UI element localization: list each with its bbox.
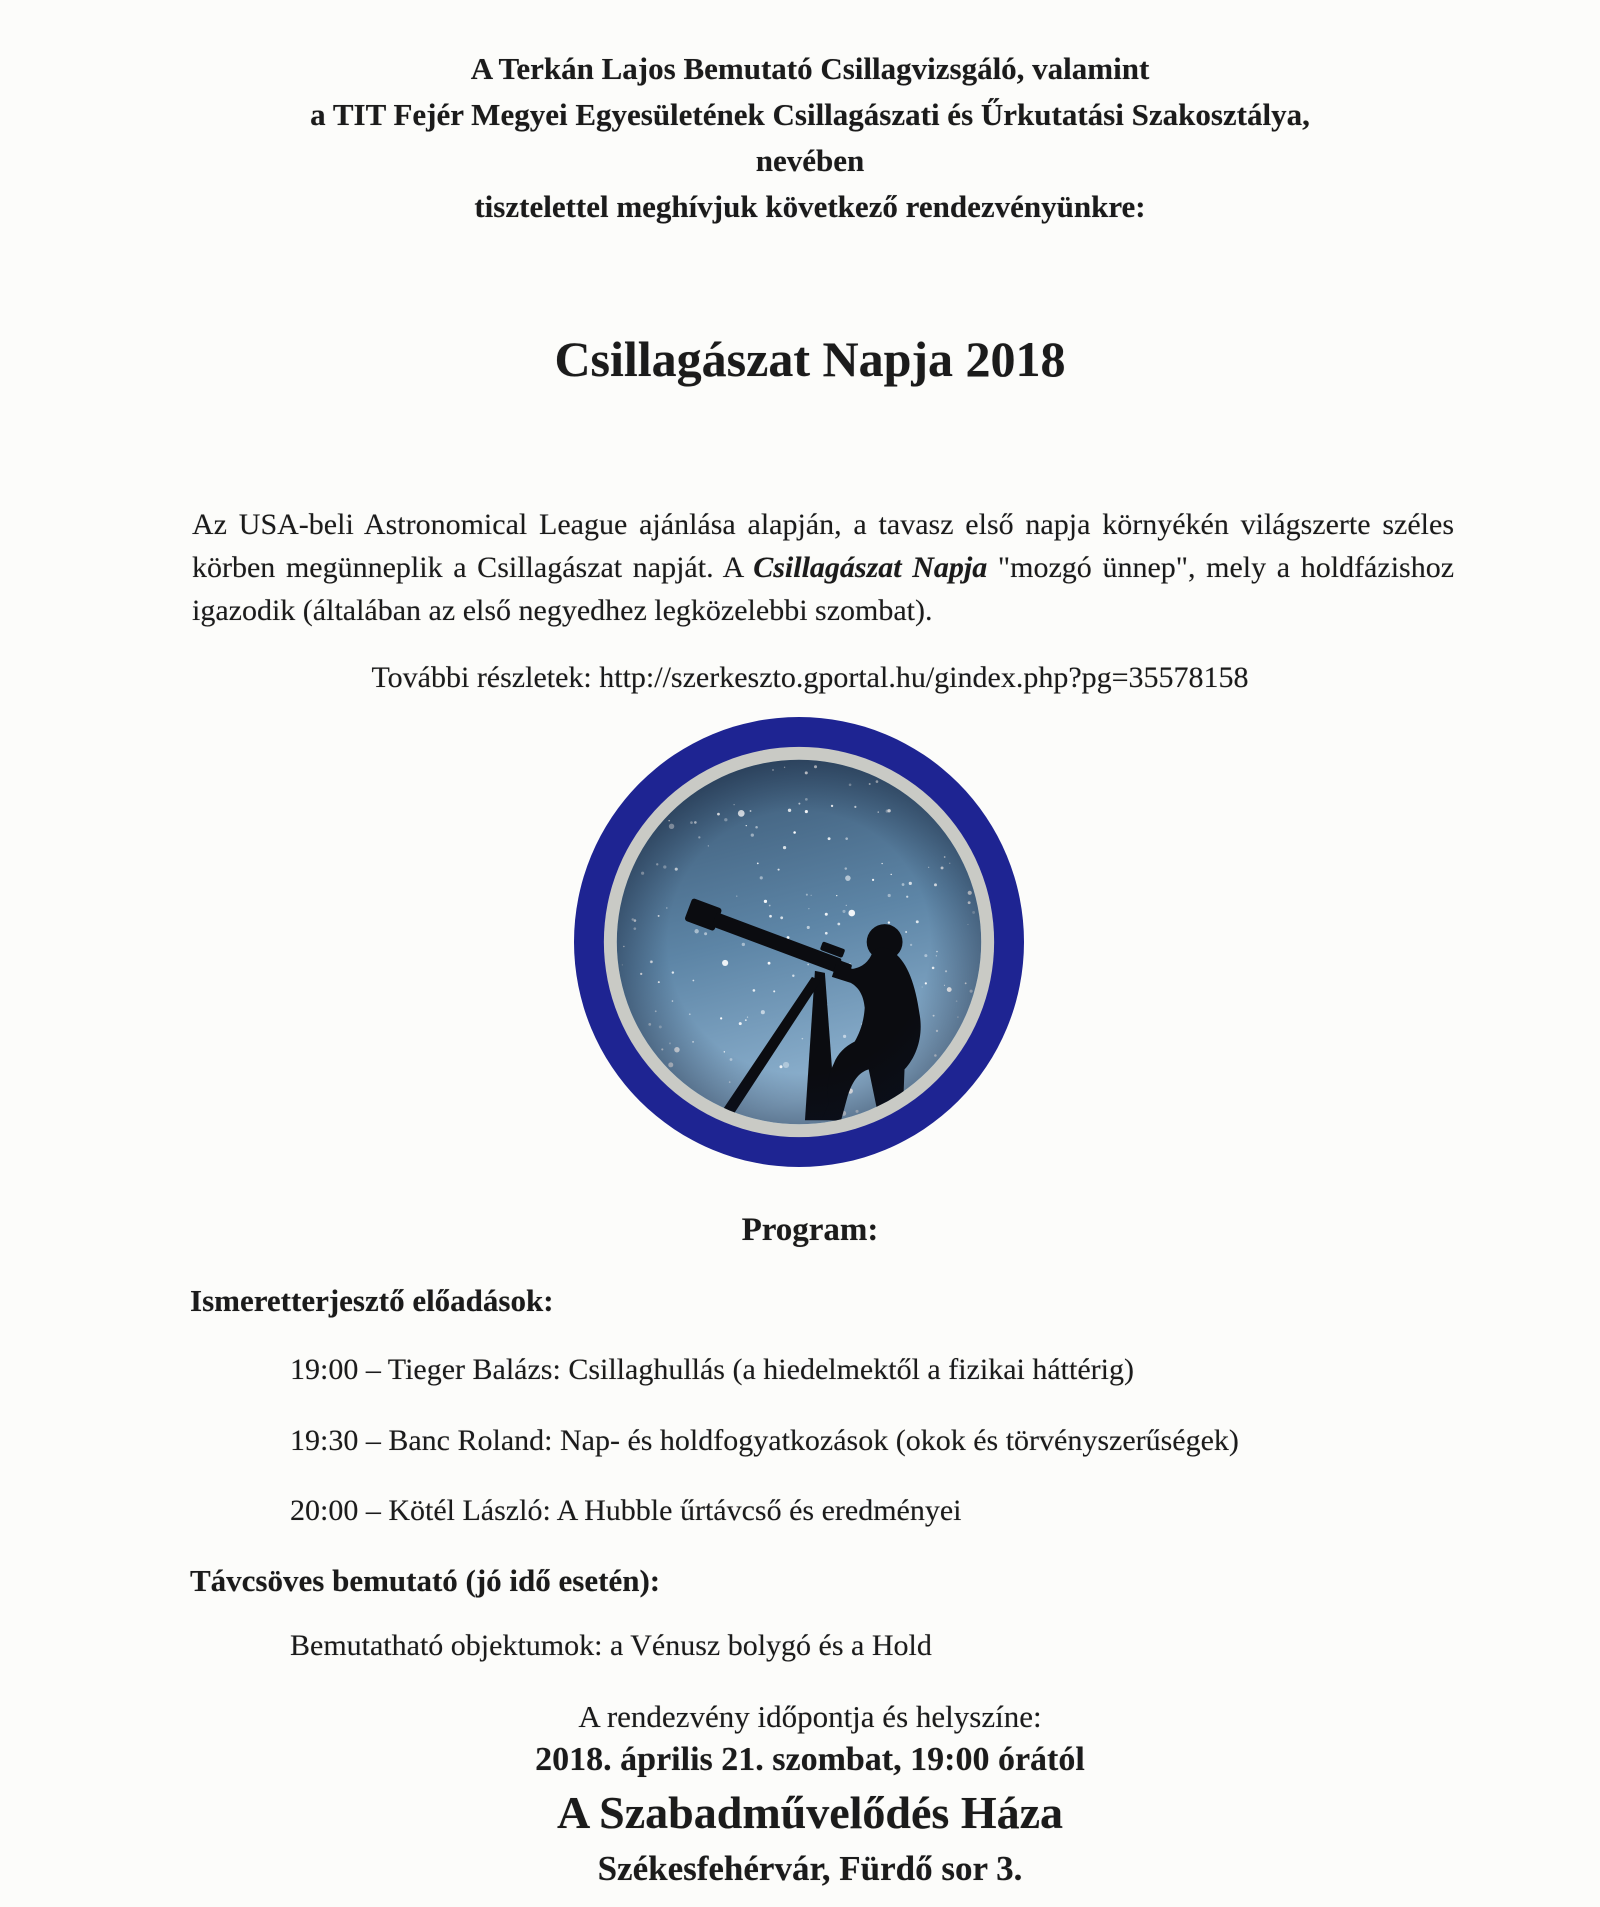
program-item-1900: 19:00 – Tieger Balázs: Csillaghullás (a hiedelmektől a fizikai háttérig)	[290, 1353, 1134, 1386]
intro-text-before: Az USA-beli Astronomical League ajánlása alapján, a tavasz első napja környékén világszerte széles körben megünneplik a Csillagászat napját. A	[192, 508, 1454, 584]
lectures-section-heading: Ismeretterjesztő előadások:	[190, 1283, 554, 1318]
intro-text-after: "mozgó ünnep", mely a holdfázishoz igazodik (általában az első negyedhez legközelebbi szombat).	[192, 551, 1455, 627]
program-heading: Program:	[741, 1212, 879, 1248]
program-item-2000: 20:00 – Kötél László: A Hubble űrtávcső és eredményei	[290, 1494, 962, 1527]
observing-note: Bemutatható objektumok: a Vénusz bolygó és a Hold	[290, 1629, 932, 1662]
event-venue: A Szabadművelődés Háza	[556, 1787, 1064, 1838]
event-emblem	[573, 716, 1025, 1168]
details-url: http://szerkeszto.gportal.hu/gindex.php?pg=35578158	[599, 661, 1249, 694]
program-item-1930: 19:30 – Banc Roland: Nap- és holdfogyatkozások (okok és törvényszerűségek)	[290, 1424, 1239, 1457]
header-line-invite: tisztelettel meghívjuk következő rendezvényünkre:	[474, 189, 1146, 224]
details-label: További részletek:	[371, 661, 592, 694]
when-where-label: A rendezvény időpontja és helyszíne:	[578, 1699, 1042, 1734]
event-title: Csillagászat Napja 2018	[554, 331, 1066, 387]
header-line-organizer-3: nevében	[755, 143, 865, 178]
header-line-organizer-1: A Terkán Lajos Bemutató Csillagvizsgáló, valamint	[470, 51, 1150, 86]
intro-emphasis: Csillagászat Napja	[753, 551, 988, 584]
event-address: Székesfehérvár, Fürdő sor 3.	[597, 1849, 1023, 1888]
telescope-observer-badge	[573, 716, 1025, 1168]
intro-paragraph	[192, 503, 1454, 632]
sky-vignette	[617, 760, 981, 1124]
header-line-organizer-2: a TIT Fejér Megyei Egyesületének Csillagászati és Űrkutatási Szakosztálya,	[310, 97, 1310, 132]
details-line	[20, 658, 1600, 698]
invitation-header	[20, 46, 1600, 230]
event-datetime: 2018. április 21. szombat, 19:00 órától	[535, 1741, 1085, 1778]
observing-section-heading: Távcsöves bemutató (jó idő esetén):	[190, 1563, 661, 1598]
